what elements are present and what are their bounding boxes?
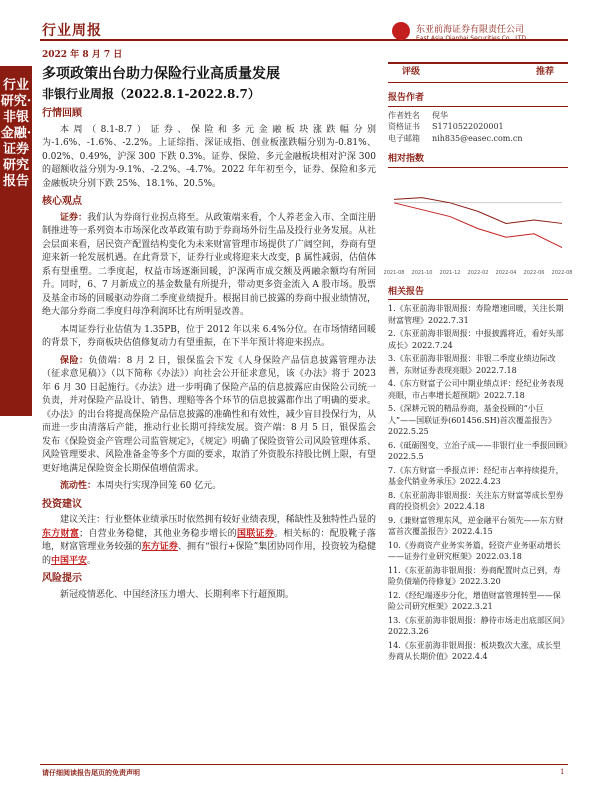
author-row bbox=[388, 110, 568, 122]
stock-link[interactable]: 东方证券 bbox=[141, 542, 178, 552]
insurance-body: 负债端：8 月 2 日，银保监会下发《人身保险产品信息披露管理办法（征求意见稿）》（以下简称《办法》）向社会公开征求意见，该《办法》将于 2023 年 6 月 30 日起施行。《办法》进一步明确了保险产品的信息披露应由保险公司统一负责，并对保险产品设计、销售、理赔等各个环节的信息披露都作出了明确的要求。《办法》的出台将提高保险产品信息披露的准确性和有效性，减少盲目投保行为，从而进一步由清落后产能，推动行业长期可持续发展。资产端：8 月 5 日，银保监会发布《保险资金产管理公司监管规定》，《规定》明确了保险资管公司风险管理体系、风险管理要求、风险准备金等多个方面的要求，取消了外资股东持股比例上限，有望更好地满足保险资金长期保值增值需求。 bbox=[42, 355, 376, 474]
insurance-lead: 保险： bbox=[60, 355, 89, 366]
advice-text: 。 bbox=[87, 555, 97, 566]
related-report-item[interactable]: 2.《东亚前海非银周报：中报披露将近，看好头部成长》2022.7.24 bbox=[388, 329, 564, 350]
chart-series-line bbox=[394, 202, 562, 247]
advice-text: 建议关注：行业整体业绩承压时依然拥有较好业绩表现，稀缺性及独特性凸显的 bbox=[60, 515, 376, 525]
section-risk-heading: 风险提示 bbox=[42, 573, 82, 584]
related-report-item[interactable]: 11.《东亚前海非银周报：券商配置时点已到，寿险负债端仍待修复》2022.3.20 bbox=[388, 565, 561, 586]
advice-text: 。相关标的：配股靴子落地，财富管理业务较强的 bbox=[42, 528, 376, 552]
related-report-item[interactable]: 1.《东亚前海非银周报：寿险增速回暖，关注长期财富管理》2022.7.31 bbox=[388, 304, 564, 325]
chart-x-tick-label: 2022-02 bbox=[467, 269, 489, 276]
page-number: 1 bbox=[560, 768, 565, 776]
section-advice-heading: 投资建议 bbox=[42, 498, 82, 510]
advice-text: 、拥有“银行+保险”集团协同作用，投资较为稳健的 bbox=[42, 542, 376, 566]
info-sidebar bbox=[383, 62, 573, 665]
company-logo-icon bbox=[392, 22, 410, 40]
related-report-item[interactable]: 4.《东方财富子公司中期业绩点评：经纪业务表现亮眼，市占率增长超预期》2022.7.18 bbox=[388, 379, 564, 400]
chart-x-tick-label: 2021-10 bbox=[411, 269, 433, 276]
company-name: 东亚前海证券有限责任公司 bbox=[416, 25, 525, 35]
author-row bbox=[388, 133, 568, 145]
author-row bbox=[388, 121, 568, 133]
page-subtitle: 非银行业周报（2022.8.1-2022.8.7） bbox=[42, 86, 260, 101]
related-heading: 相关报告 bbox=[388, 287, 568, 301]
rating-value: 推荐 bbox=[535, 67, 554, 78]
chart-x-tick-label: 2021-08 bbox=[383, 269, 405, 276]
chart-x-tick-label: 2021-12 bbox=[439, 269, 461, 276]
securities-paragraph bbox=[42, 212, 376, 320]
author-heading: 报告作者 bbox=[388, 93, 568, 107]
chart-series-line bbox=[394, 197, 562, 223]
company-name-en: East Asia Qianhai Securities Co., LTD. bbox=[416, 35, 528, 42]
liquidity-paragraph bbox=[42, 480, 376, 494]
related-report-item[interactable]: 9.《兼财富管理东风，逆金融平台领先——东方财富首次覆盖报告》2022.4.15 bbox=[388, 515, 564, 536]
related-report-item[interactable]: 13.《东亚前海非银周报：静待市场走出底部区间》2022.3.26 bbox=[388, 615, 565, 636]
risk-paragraph: 新冠疫情恶化、中国经济压力增大、长期利率下行超预期。 bbox=[60, 589, 295, 600]
liquidity-lead: 流动性： bbox=[60, 481, 97, 491]
section-review-heading: 行情回顾 bbox=[42, 108, 82, 119]
related-report-item[interactable]: 10.《券商资产业务实务篇，轻资产业务驱动增长——证券行业研究框架》2022.03.18 bbox=[388, 540, 561, 561]
author-label: 电子邮箱 bbox=[388, 133, 420, 143]
stock-link[interactable]: 国联证券 bbox=[236, 528, 275, 539]
insurance-paragraph bbox=[42, 355, 376, 477]
advice-paragraph bbox=[42, 514, 376, 568]
section-core-heading: 核心观点 bbox=[42, 196, 82, 207]
chart-x-tick-label: 2022-06 bbox=[523, 269, 545, 276]
page-title: 多项政策出台助力保险行业高质量发展 bbox=[42, 66, 280, 82]
related-report-item[interactable]: 5.《深耕元锐的精品券商，基金投顾的“小巨人”——国联证券(601456.SH)首次覆盖报告》2022.5.25 bbox=[388, 404, 556, 436]
valuation-paragraph: 本周证券行业估值为 1.35PB，位于 2012 年以来 6.4%分位。在市场情绪回暖的背景下，券商板块估值修复动力有望重振，在下半年预计将迎来拐点。 bbox=[42, 324, 376, 348]
related-report-item[interactable]: 8.《东亚前海非银周报：关注东方财富等成长型券商的投资机会》2022.4.18 bbox=[388, 490, 564, 511]
liquidity-body: 本周央行实现净回笼 60 亿元。 bbox=[96, 481, 222, 491]
related-report-item[interactable]: 12.《经纪端逐步分化，增值财富管理转型——保险公司研究框架》2022.3.21 bbox=[388, 590, 561, 611]
author-value: 倪华 bbox=[432, 110, 448, 120]
review-paragraph: 本周（8.1-8.7）证券、保险和多元金融板块涨跌幅分别为-1.6%、-1.6%、-2.2%。上证综指、深证成指、创业板涨跌幅分别为-0.81%、0.02%、0.49%，沪深 300 下跌 0.3%。证券、保险、多元金融板块相对沪深 300 的超额收益分别为-9.1%、-2.2%、-4.7%。2022 年年初至今，证券、保险和多元金融板块分别下跌 25%、18.1%、20.5%。 bbox=[42, 124, 376, 189]
related-report-item[interactable]: 6.《砥砺图变，立治子成——非银行业一季报回顾》2022.5.5 bbox=[388, 440, 568, 461]
chart-x-tick-label: 2022-08 bbox=[551, 269, 573, 276]
securities-lead: 证券： bbox=[60, 212, 88, 223]
report-type: 行业周报 bbox=[42, 23, 102, 39]
relative-index-chart bbox=[383, 171, 573, 277]
rating-label: 评级 bbox=[402, 67, 421, 78]
related-report-item[interactable]: 14.《东亚前海非银周报：板块数次大涨，成长型券商从长期价值》2022.4.4 bbox=[388, 640, 561, 661]
footer-divider bbox=[40, 764, 568, 765]
stock-link[interactable]: 中国平安 bbox=[51, 555, 88, 566]
chart-heading: 相对指数 bbox=[388, 154, 568, 168]
author-info bbox=[388, 110, 568, 145]
advice-text: ；自营业务稳健，其他业务稳步增长的 bbox=[79, 528, 237, 539]
sidebar-label: 行业研究·非银金融·证券研究报告 bbox=[0, 78, 32, 189]
chart-x-tick-label: 2022-04 bbox=[495, 269, 517, 276]
related-report-item[interactable]: 7.《东方财富一季报点评：经纪市占率持续提升，基金代销业务承压》2022.4.23 bbox=[388, 465, 564, 486]
main-content bbox=[42, 68, 376, 606]
stock-link[interactable]: 东方财富 bbox=[42, 528, 80, 539]
author-value: S1710522020001 bbox=[432, 122, 504, 131]
author-label: 资格证书 bbox=[388, 122, 420, 131]
rating-box bbox=[388, 62, 568, 83]
report-date: 2022 年 8 月 7 日 bbox=[42, 50, 123, 60]
footer-disclaimer: 请仔细阅读报告尾页的免责声明 bbox=[42, 768, 140, 777]
sidebar bbox=[0, 66, 32, 416]
author-label: 作者姓名 bbox=[388, 110, 420, 120]
securities-body: 我们认为券商行业拐点将至。从政策端来看，个人养老金入市、全面注册制推进等一系列资本市场深化改革政策有助于券商场外衍生品及投行业务发展。从社会层面来看，居民资产配置结构变化为未来财富管理市场提供了广阔空间，券商有望迎来新一轮发展机遇。在此背景下，证券行业或将迎来大改变，β 属性减弱，估值体系有望重塑。二季度起，权益市场逐渐回暖，沪深两市成交额及两融余额均有所回升。同时，6、7 月新成立的基金数量有所提升，带动更多资金流入 A 股市场。股票及基金市场的回暖驱动券商二季度业绩提升。根据目前已披露的券商中报业绩情况，绝大部分券商二季度归母净利润环比有所明显改善。 bbox=[42, 212, 376, 317]
author-email[interactable]: nih835@easec.com.cn bbox=[432, 133, 523, 143]
related-report-list bbox=[388, 303, 568, 663]
related-report-item[interactable]: 3.《东亚前海非银周报：非银二季度业绩边际改善，东财证券表现亮眼》2022.7.18 bbox=[388, 354, 556, 375]
